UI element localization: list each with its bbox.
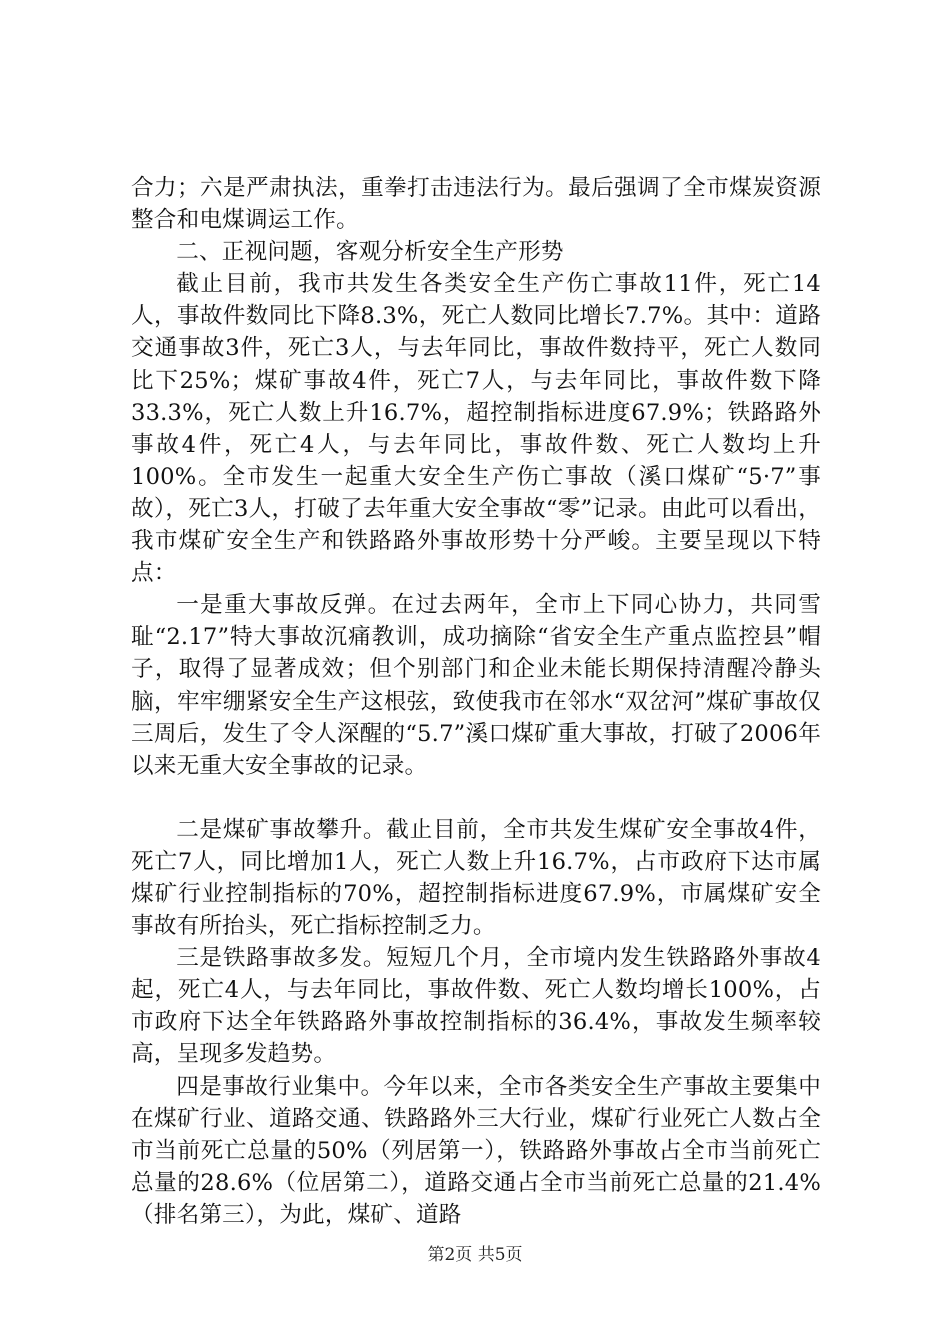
document-body — [131, 172, 821, 1231]
paragraph-point-one: 一是重大事故反弹。在过去两年，全市上下同心协力，共同雪耻“2.17”特大事故沉痛教训，成功摘除“省安全生产重点监控县”帽子，取得了显著成效；但个别部门和企业未能长期保持清醒冷静头脑，牢牢绷紧安全生产这根弦，致使我市在邻水“双岔河”煤矿事故仅三周后，发生了令人深醒的“5.7”溪口煤矿重大事故，打破了2006年以来无重大安全事故的记录。 — [131, 592, 821, 779]
paragraph-point-three: 三是铁路事故多发。短短几个月，全市境内发生铁路路外事故4起，死亡4人，与去年同比，事故件数、死亡人数均增长100%，占市政府下达全年铁路路外事故控制指标的36.4%，事故发生频率较高，呈现多发趋势。 — [131, 945, 821, 1068]
section-heading: 二、正视问题，客观分析安全生产形势 — [176, 239, 564, 266]
paragraph-point-four: 四是事故行业集中。今年以来，全市各类安全生产事故主要集中在煤矿行业、道路交通、铁路路外三大行业，煤矿行业死亡人数占全市当前死亡总量的50%（列居第一），铁路路外事故占全市当前死亡总量的28.6%（位居第二），道路交通占全市当前死亡总量的21.4%（排名第三），为此，煤矿、道路 — [131, 1073, 821, 1228]
paragraph-continuation: 合力；六是严肃执法，重拳打击违法行为。最后强调了全市煤炭资源整合和电煤调运工作。 — [131, 175, 821, 234]
paragraph-overview: 截止目前，我市共发生各类安全生产伤亡事故11件，死亡14人，事故件数同比下降8.3%，死亡人数同比增长7.7%。其中：道路交通事故3件，死亡3人，与去年同比，事故件数持平，死亡人数同比下25%；煤矿事故4件，死亡7人，与去年同比，事故件数下降33.3%，死亡人数上升16.7%，超控制指标进度67.9%；铁路路外事故4件，死亡4人，与去年同比，事故件数、死亡人数均上升100%。全市发生一起重大安全生产伤亡事故（溪口煤矿“5·7”事故），死亡3人，打破了去年重大安全事故“零”记录。由此可以看出，我市煤矿安全生产和铁路路外事故形势十分严峻。主要呈现以下特点： — [131, 271, 821, 587]
paragraph-point-two: 二是煤矿事故攀升。截止目前，全市共发生煤矿安全事故4件，死亡7人，同比增加1人，死亡人数上升16.7%，占市政府下达市属煤矿行业控制指标的70%，超控制指标进度67.9%，市属煤矿安全事故有所抬头，死亡指标控制乏力。 — [131, 816, 821, 940]
page-footer: 第2页 共5页 — [427, 1245, 523, 1265]
